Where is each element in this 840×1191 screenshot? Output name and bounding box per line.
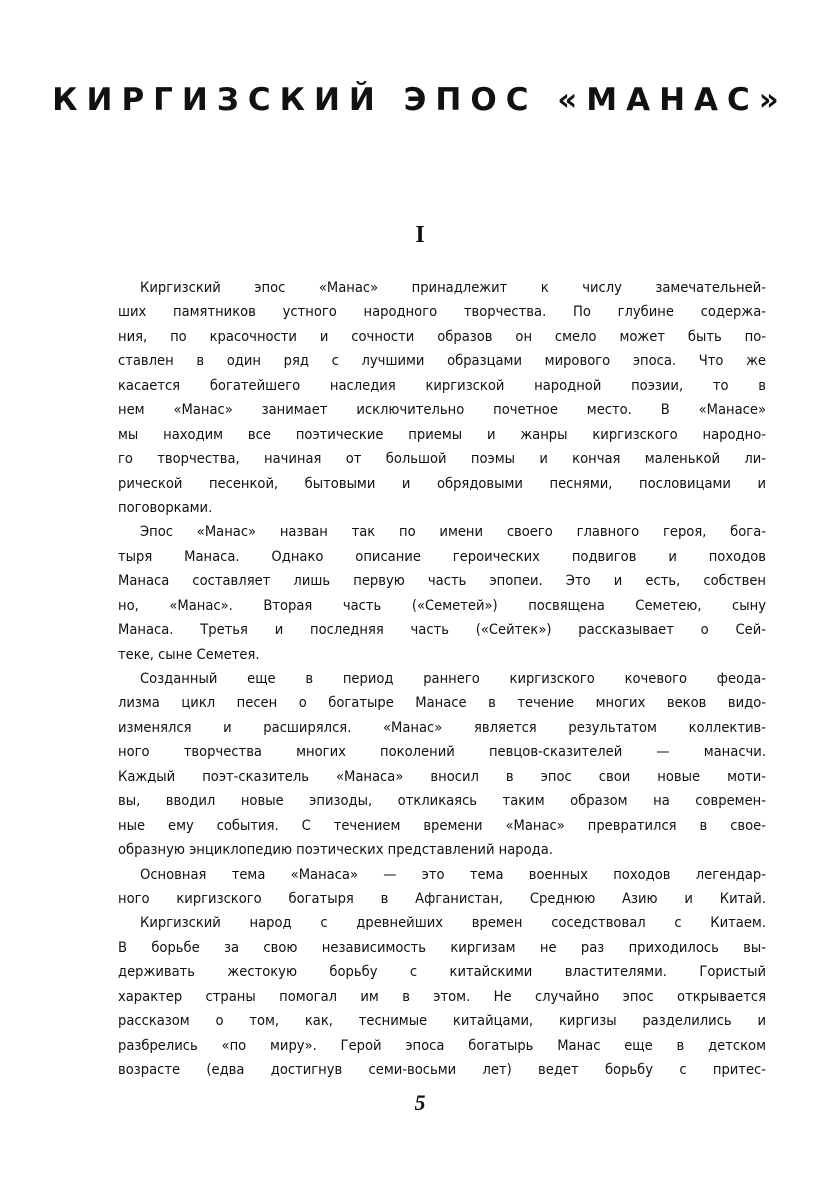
text-line: Манаса. Третья и последняя часть («Сейтек») рассказывает о Сей- — [118, 621, 766, 639]
text-line: изменялся и расширялся. «Манас» является результатом коллектив- — [118, 718, 766, 736]
text-line: разбрелись «по миру». Герой эпоса богатырь Манас еще в детском — [118, 1036, 766, 1054]
text-line: держивать жестокую борьбу с китайскими властителями. Гористый — [118, 963, 766, 981]
text-line: ного творчества многих поколений певцов-сказителей — манасчи. — [118, 743, 766, 761]
chapter-title: КИРГИЗСКИЙ ЭПОС «МАНАС» — [52, 82, 788, 118]
text-line: ших памятников устного народного творчества. По глубине содержа- — [118, 303, 766, 321]
text-line: ные ему события. С течением времени «Манас» превратился в свое- — [118, 816, 766, 834]
text-line: Манаса составляет лишь первую часть эпопеи. Это и есть, собствен — [118, 572, 766, 590]
text-line: мы находим все поэтические приемы и жанры киргизского народно- — [118, 425, 766, 443]
text-line: Киргизский народ с древнейших времен соседствовал с Китаем. — [140, 914, 766, 932]
section-number: I — [415, 222, 425, 248]
text-line: Созданный еще в период раннего киргизского кочевого феода- — [140, 670, 766, 687]
text-line: Каждый поэт-сказитель «Манаса» вносил в эпос свои новые моти- — [118, 767, 766, 785]
text-line: но, «Манас». Вторая часть («Семетей») посвящена Семетею, сыну — [118, 596, 766, 614]
text-line: поговорками. — [118, 498, 213, 516]
text-line: рической песенкой, бытовыми и обрядовыми песнями, пословицами и — [118, 474, 766, 492]
text-line: ного киргизского богатыря в Афганистан, Среднюю Азию и Китай. — [118, 889, 766, 907]
text-line: возрасте (едва достигнув семи-восьми лет) ведет борьбу с притес- — [118, 1061, 766, 1078]
page-number: 5 — [414, 1090, 426, 1115]
text-line: В борьбе за свою независимость киргизам не раз приходилось вы- — [118, 938, 766, 956]
text-line: Основная тема «Манаса» — это тема военных походов легендар- — [140, 865, 766, 883]
text-line: Эпос «Манас» назван так по имени своего главного героя, бога- — [140, 523, 766, 541]
text-line: нем «Манас» занимает исключительно почетное место. В «Манасе» — [118, 401, 766, 419]
text-line: го творчества, начиная от большой поэмы и кончая маленькой ли- — [118, 450, 766, 468]
text-line: характер страны помогал им в этом. Не случайно эпос открывается — [118, 987, 766, 1005]
text-line: тыря Манаса. Однако описание героических подвигов и походов — [118, 547, 766, 565]
text-line: ставлен в один ряд с лучшими образцами мирового эпоса. Что же — [118, 352, 766, 370]
text-line: рассказом о том, как, теснимые китайцами, киргизы разделились и — [118, 1012, 766, 1030]
body-text — [118, 276, 766, 1082]
text-line: образную энциклопедию поэтических представлений народа. — [118, 841, 553, 859]
text-line: Киргизский эпос «Манас» принадлежит к числу замечательней- — [140, 279, 766, 296]
text-line: теке, сыне Семетея. — [118, 645, 260, 663]
text-line: ния, по красочности и сочности образов он смело может быть по- — [118, 327, 766, 345]
text-line: лизма цикл песен о богатыре Манасе в течение многих веков видо- — [118, 694, 766, 712]
text-line: касается богатейшего наследия киргизской народной поэзии, то в — [118, 376, 766, 394]
text-line: вы, вводил новые эпизоды, откликаясь таким образом на современ- — [118, 792, 766, 810]
